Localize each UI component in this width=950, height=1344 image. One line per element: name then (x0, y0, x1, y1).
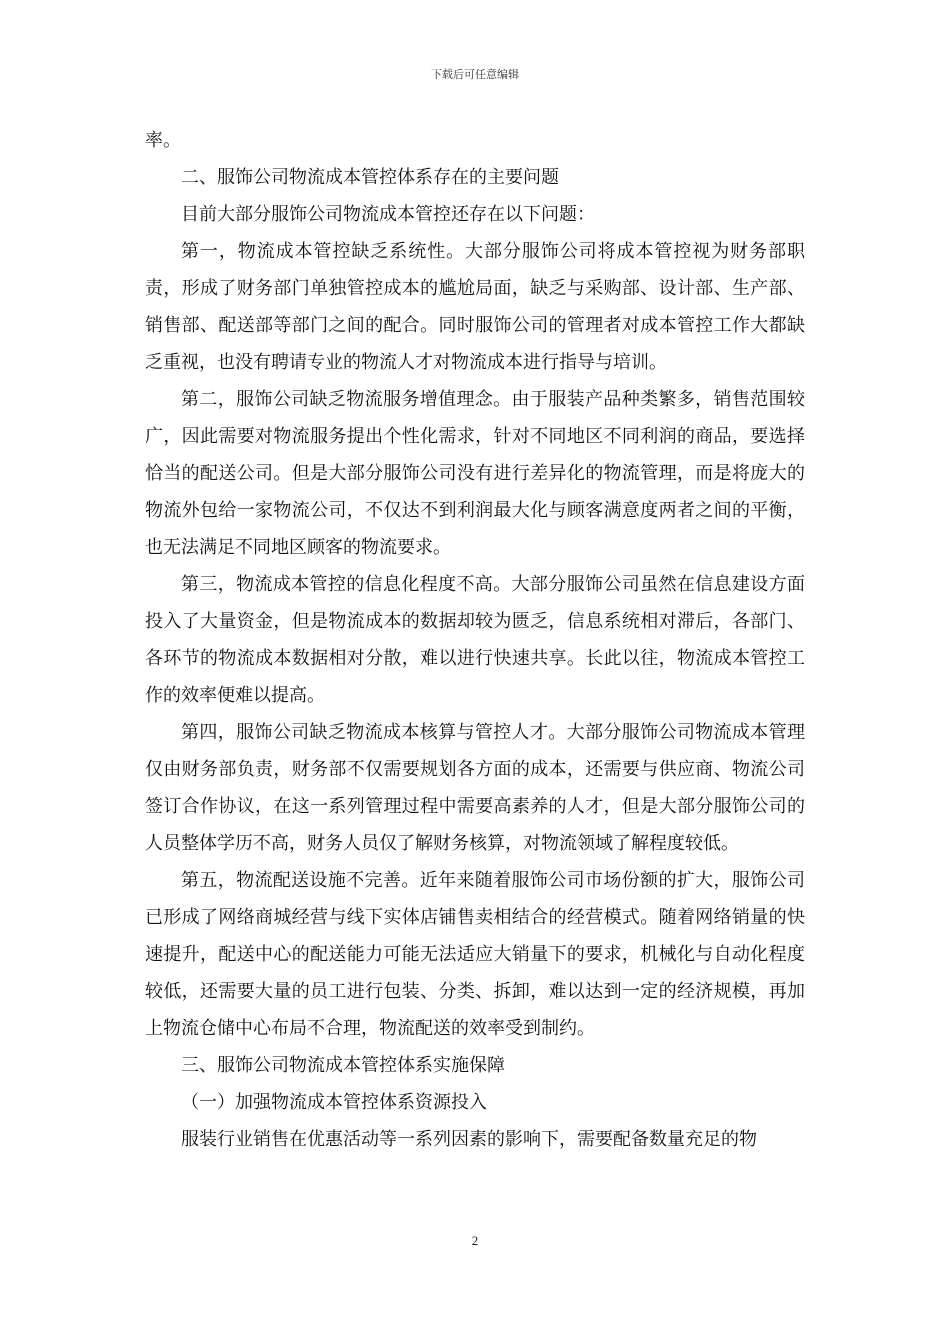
paragraph-point-1: 第一，物流成本管控缺乏系统性。大部分服饰公司将成本管控视为财务部职责，形成了财务部门单独管控成本的尴尬局面，缺乏与采购部、设计部、生产部、销售部、配送部等部门之间的配合。同时服饰公司的管理者对成本管控工作大都缺乏重视，也没有聘请专业的物流人才对物流成本进行指导与培训。 (145, 241, 805, 373)
subsection-heading-1: （一）加强物流成本管控体系资源投入 (181, 1092, 487, 1113)
body-text (145, 122, 805, 1158)
paragraph-point-5: 第五，物流配送设施不完善。近年来随着服饰公司市场份额的扩大，服饰公司已形成了网络商城经营与线下实体店铺售卖相结合的经营模式。随着网络销量的快速提升，配送中心的配送能力可能无法适应大销量下的要求，机械化与自动化程度较低，还需要大量的员工进行包装、分类、拆卸，难以达到一定的经济规模，再加上物流仓储中心布局不合理，物流配送的效率受到制约。 (145, 870, 805, 1039)
page-header: 下载后可任意编辑 (431, 68, 519, 81)
paragraph-point-3: 第三，物流成本管控的信息化程度不高。大部分服饰公司虽然在信息建设方面投入了大量资金，但是物流成本的数据却较为匮乏，信息系统相对滞后，各部门、各环节的物流成本数据相对分散，难以进行快速共享。长此以往，物流成本管控工作的效率便难以提高。 (145, 574, 805, 706)
section-heading-3: 三、服饰公司物流成本管控体系实施保障 (181, 1055, 505, 1076)
paragraph-continuation: 率。 (145, 130, 181, 151)
paragraph-point-4: 第四，服饰公司缺乏物流成本核算与管控人才。大部分服饰公司物流成本管理仅由财务部负责，财务部不仅需要规划各方面的成本，还需要与供应商、物流公司签订合作协议，在这一系列管理过程中需要高素养的人才，但是大部分服饰公司的人员整体学历不高，财务人员仅了解财务核算，对物流领域了解程度较低。 (145, 722, 805, 854)
page-number: 2 (471, 1233, 479, 1248)
section-heading-2: 二、服饰公司物流成本管控体系存在的主要问题 (181, 167, 559, 188)
paragraph-intro: 目前大部分服饰公司物流成本管控还存在以下问题： (181, 204, 595, 225)
paragraph-point-2: 第二，服饰公司缺乏物流服务增值理念。由于服装产品种类繁多，销售范围较广，因此需要对物流服务提出个性化需求，针对不同地区不同利润的商品，要选择恰当的配送公司。但是大部分服饰公司没有进行差异化的物流管理，而是将庞大的物流外包给一家物流公司，不仅达不到利润最大化与顾客满意度两者之间的平衡，也无法满足不同地区顾客的物流要求。 (145, 389, 805, 558)
paragraph-final: 服装行业销售在优惠活动等一系列因素的影响下，需要配备数量充足的物 (181, 1129, 757, 1150)
